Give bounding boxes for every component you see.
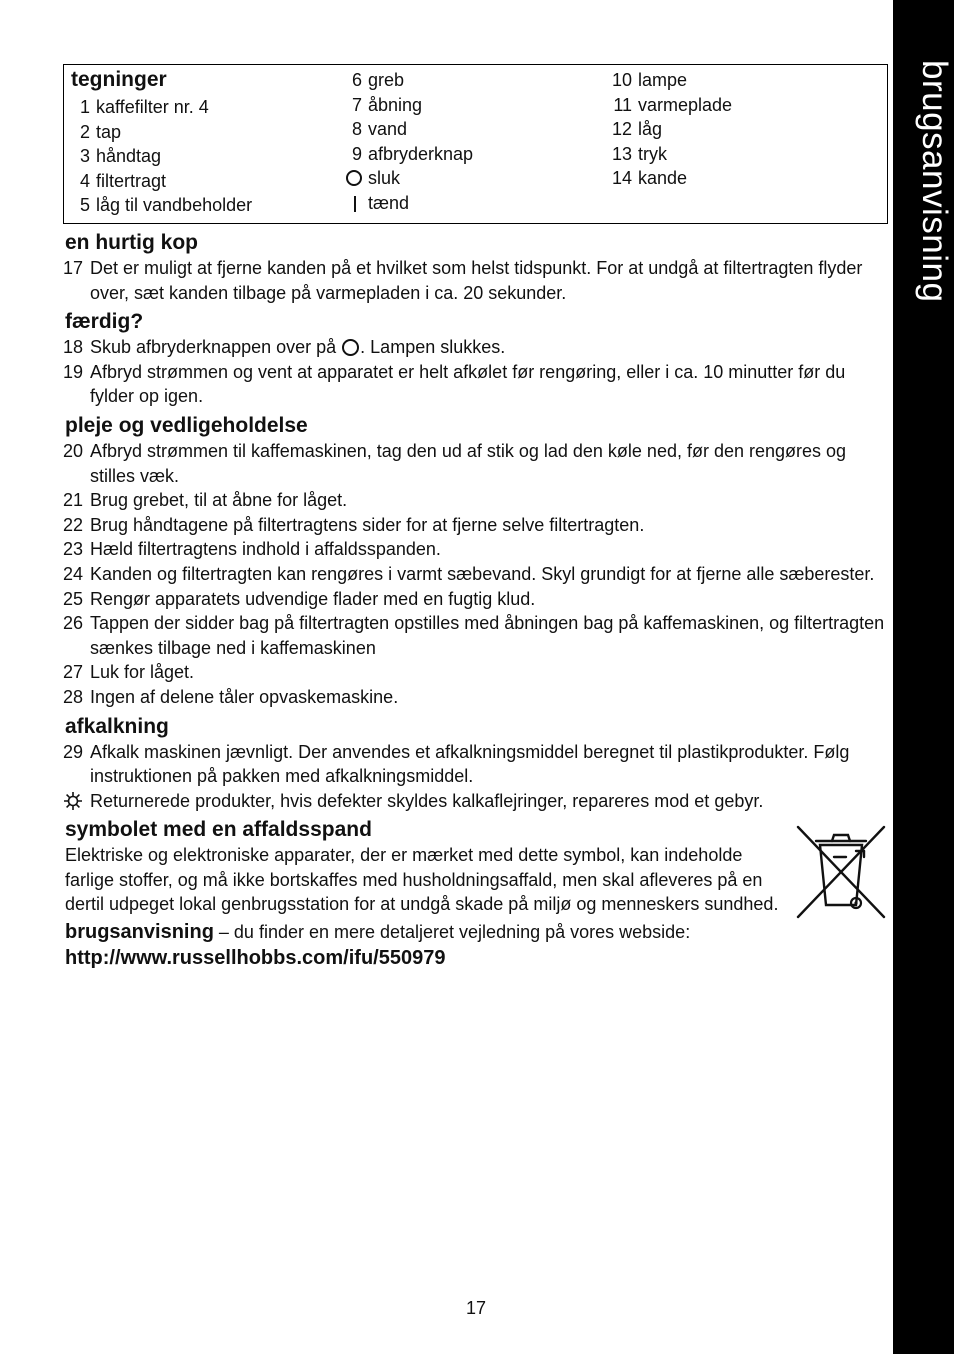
parts-item: 8 vand [338, 117, 473, 142]
parts-item-on [338, 191, 473, 216]
off-symbol-icon [342, 339, 359, 356]
instructions [63, 230, 885, 971]
parts-item-label: kaffefilter nr. 4 [96, 97, 209, 117]
step-item [63, 562, 885, 587]
manual-text: – du finder en mere detaljeret vejledning på vores webside: [213, 922, 691, 943]
step-item [63, 740, 885, 789]
step-item [63, 587, 885, 612]
step-text: Hæld filtertragtens indhold i affaldsspanden. [90, 539, 441, 560]
parts-item-label: greb [368, 70, 405, 90]
manual-reference [63, 919, 885, 945]
section-title-descale: afkalkning [65, 714, 169, 738]
parts-item-label: vand [368, 119, 408, 140]
parts-column-2 [338, 68, 473, 216]
step-item [63, 439, 885, 488]
step-number: 21 [63, 490, 84, 511]
parts-item: 6 greb [338, 68, 473, 93]
step-number: 25 [63, 588, 84, 609]
page-number: 17 [466, 1298, 487, 1318]
section-title-quick-cup: en hurtig kop [65, 231, 198, 254]
step-text: Kanden og filtertragten kan rengøres i varmt sæbevand. Skyl grundigt for at fjerne alle sæberester. [90, 563, 875, 584]
step-text: Luk for låget. [90, 662, 195, 683]
parts-title: tegninger [71, 68, 167, 91]
step-number: 29 [63, 741, 84, 762]
parts-item-label: tryk [638, 143, 667, 164]
step-text: Ingen af delene tåler opvaskemaskine. [90, 686, 399, 707]
done-steps [63, 360, 885, 409]
step-item [63, 488, 885, 513]
parts-item: 4 filtertragt [70, 169, 252, 194]
parts-item: 2 tap [70, 120, 252, 145]
step-number: 28 [63, 686, 84, 707]
descale-warning [63, 789, 885, 814]
parts-item-label: varmeplade [638, 94, 733, 115]
step-item [63, 685, 885, 710]
parts-item: 11 varmeplade [610, 93, 732, 118]
step-number: 23 [63, 539, 84, 560]
parts-item-label: filtertragt [96, 170, 167, 191]
parts-item: 1 kaffefilter nr. 4 [70, 95, 252, 120]
warning-sun-icon [63, 791, 83, 811]
waste-text: Elektriske og elektroniske apparater, der er mærket med dette symbol, kan indeholde farlige stoffer, og må ikke bortskaffes med husholdningsaffald, men skal afleveres på en dertil udpeget lokal genbrugsstation for at undgå skade på miljø og menneskers sundhed. [65, 845, 779, 915]
step-item [63, 513, 885, 538]
step-text: Afkalk maskinen jævnligt. Der anvendes et afkalkningsmiddel beregnet til plastikprodukter. Følg instruktionen på pakken med afkalkningsmiddel. [90, 741, 850, 787]
parts-item-label: åbning [368, 94, 423, 115]
step-item [63, 256, 885, 305]
parts-item: 5 låg til vandbeholder [70, 193, 252, 218]
step-item [63, 537, 885, 562]
off-symbol-icon [346, 170, 362, 186]
step-18: 18 Skub afbryderknappen over på . Lampen slukkes. [63, 337, 506, 358]
step-text: Afbryd strømmen til kaffemaskinen, tag den ud af stik og lad den køle ned, før den rengøres og stilles væk. [90, 440, 847, 486]
parts-column-1 [70, 95, 252, 218]
parts-item-off [338, 166, 473, 191]
step-item [63, 360, 885, 409]
manual-label: brugsanvisning [65, 921, 214, 944]
section-title-waste: symbolet med en affaldsspand [65, 818, 372, 842]
parts-item: 10 lampe [610, 68, 732, 93]
parts-item-label: tænd [368, 192, 410, 213]
step-text: Brug håndtagene på filtertragtens sider for at fjerne selve filtertragten. [90, 514, 645, 535]
parts-item-label: afbryderknap [368, 143, 474, 164]
step-item [63, 660, 885, 685]
crossed-bin-icon [794, 823, 888, 921]
quick-cup-steps [63, 256, 885, 305]
step-text: Afbryd strømmen og vent at apparatet er helt afkølet før rengøring, eller i ca. 10 minutter før du fylder op igen. [90, 361, 846, 407]
parts-item-label: tap [96, 121, 122, 142]
parts-item: 3 håndtag [70, 144, 252, 169]
side-tab-label: brugsanvisning [915, 60, 954, 303]
parts-item: 9 afbryderknap [338, 142, 473, 167]
parts-item-label: låg til vandbeholder [96, 195, 253, 216]
parts-item-label: håndtag [96, 146, 162, 167]
section-title-care: pleje og vedligeholdelse [65, 413, 308, 437]
descale-steps [63, 740, 885, 789]
step-number: 19 [63, 361, 84, 382]
parts-item-label: lampe [638, 70, 688, 90]
side-tab [893, 0, 954, 1354]
parts-item: 13 tryk [610, 142, 732, 167]
step-number: 24 [63, 563, 84, 584]
parts-box [63, 64, 888, 224]
step-number: 27 [63, 662, 84, 683]
step-number: 26 [63, 613, 84, 634]
step-text: Brug grebet, til at åbne for låget. [90, 490, 348, 511]
step-item [63, 611, 885, 660]
section-title-done: færdig? [65, 310, 144, 334]
parts-item: 12 låg [610, 117, 732, 142]
step-text: Tappen der sidder bag på filtertragten opstilles med åbningen bag på kaffemaskinen, og filtertragten sænkes tilbage ned i kaffemaskinen [90, 613, 885, 658]
on-symbol-icon [354, 196, 356, 212]
manual-url-link[interactable]: http://www.russellhobbs.com/ifu/550979 [65, 947, 446, 970]
warning-text: Returnerede produkter, hvis defekter skyldes kalkaflejringer, repareres mod et gebyr. [90, 790, 764, 811]
waste-section [63, 817, 885, 917]
step-text: Det er muligt at fjerne kanden på et hvilket som helst tidspunkt. For at undgå at filtertragten flyder over, sæt kanden tilbage på varmepladen i ca. 20 sekunder. [90, 258, 863, 303]
step-number: 17 [63, 258, 84, 278]
parts-item-label: kande [638, 168, 688, 189]
parts-item: 7 åbning [338, 93, 473, 118]
step-number: 22 [63, 514, 84, 535]
parts-item-label: låg [638, 119, 663, 140]
step-text: Rengør apparatets udvendige flader med en fugtig klud. [90, 588, 536, 609]
parts-item: 14 kande [610, 166, 732, 191]
step-number: 20 [63, 440, 84, 461]
parts-item-label: sluk [368, 168, 401, 189]
parts-column-3 [610, 68, 732, 191]
care-steps [63, 439, 885, 710]
